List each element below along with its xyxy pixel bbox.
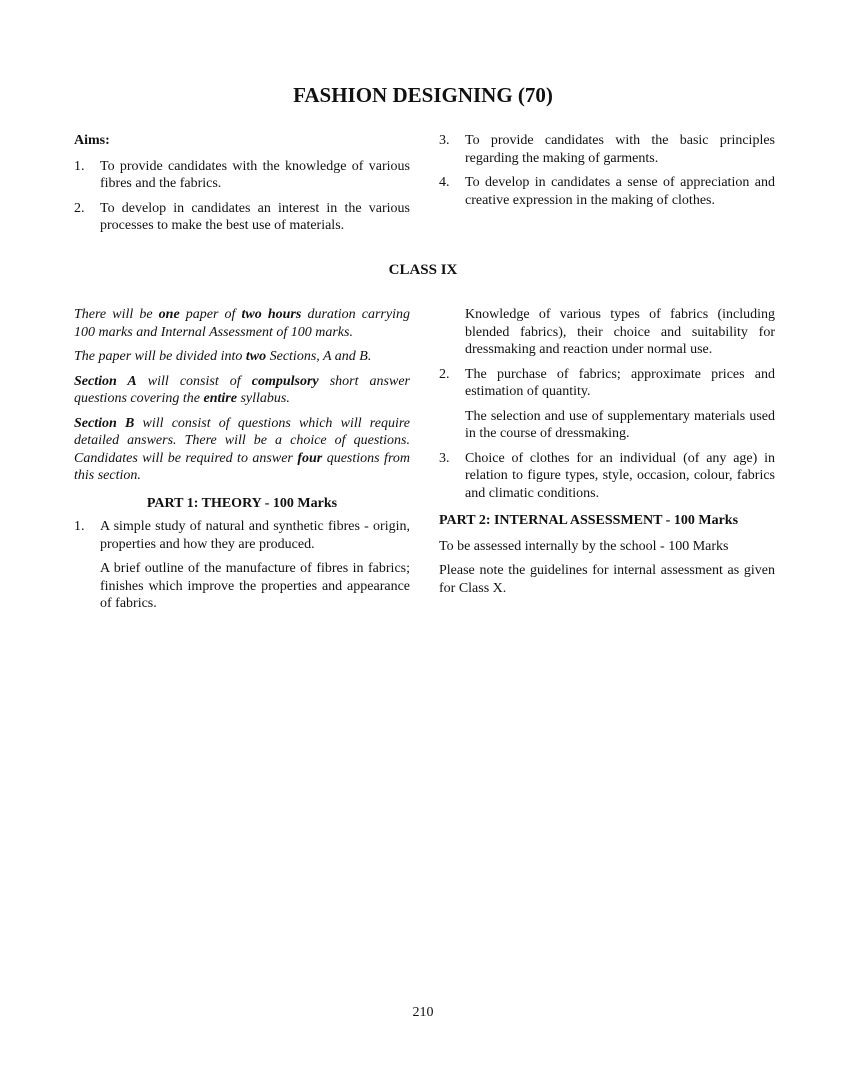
theory-item-number: 1. (74, 519, 85, 534)
class-ix-left-column (74, 306, 410, 620)
theory-item-text: Choice of clothes for an individual (of any age) in relation to figure types, style, occasion, colour, fabrics and climatic conditions. (465, 450, 775, 501)
theory-item (439, 450, 775, 503)
page-title: FASHION DESIGNING (70) (293, 83, 553, 107)
intro-paragraph-4: Section B will consist of questions which will require detailed answers. There will be a choice of questions. Candidates will be required to answer four questions from this section. (74, 415, 410, 483)
theory-item (439, 366, 775, 401)
theory-item-text: A simple study of natural and synthetic fibres - origin, properties and how they are produced. (100, 519, 410, 552)
theory-item-text: The purchase of fabrics; approximate prices and estimation of quantity. (465, 366, 775, 399)
class-ix-right-column (439, 306, 775, 604)
aim-number: 4. (439, 175, 450, 190)
part1-heading: PART 1: THEORY - 100 Marks (146, 495, 338, 511)
aim-number: 2. (74, 200, 85, 216)
aim-text: To provide candidates with the basic principles regarding the making of garments. (465, 133, 775, 166)
aim-number: 3. (439, 133, 450, 148)
theory-item-number: 2. (439, 366, 450, 382)
part2-heading: PART 2: INTERNAL ASSESSMENT - 100 Marks (439, 513, 739, 528)
part2-paragraph-1: To be assessed internally by the school - 100 Marks (439, 538, 729, 554)
aim-text: To develop in candidates an interest in the various processes to make the best use of materials. (100, 200, 410, 233)
aim-item (439, 132, 775, 167)
aim-item (74, 158, 410, 193)
intro-paragraph-3: Section A will consist of compulsory short answer questions covering the entire syllabus. (74, 373, 410, 406)
aims-heading: Aims: (74, 133, 110, 148)
part2-paragraph-2: Please note the guidelines for internal assessment as given for Class X. (439, 563, 775, 596)
aims-right-column (439, 132, 775, 216)
theory-item (74, 518, 410, 553)
theory-item-detail: A brief outline of the manufacture of fibres in fabrics; finishes which improve the properties and appearance of fabrics. (100, 561, 410, 611)
intro-paragraph-1: There will be one paper of two hours duration carrying 100 marks and Internal Assessment of 100 marks. (74, 307, 410, 340)
page-number: 210 (412, 1005, 434, 1020)
aims-left-column (74, 132, 410, 242)
aim-text: To provide candidates with the knowledge of various fibres and the fabrics. (100, 158, 410, 191)
class-heading: CLASS IX (388, 262, 458, 278)
theory-item-number: 3. (439, 450, 450, 466)
theory-item-detail: Knowledge of various types of fabrics (including blended fabrics), their choice and suitability for dressmaking and reaction under normal use. (465, 307, 775, 357)
aim-item (439, 174, 775, 209)
aim-number: 1. (74, 158, 85, 174)
intro-paragraph-2: The paper will be divided into two Sections, A and B. (74, 349, 372, 364)
aim-text: To develop in candidates a sense of appreciation and creative expression in the making of clothes. (465, 175, 775, 208)
aim-item (74, 200, 410, 235)
theory-item-detail: The selection and use of supplementary materials used in the course of dressmaking. (465, 408, 775, 441)
